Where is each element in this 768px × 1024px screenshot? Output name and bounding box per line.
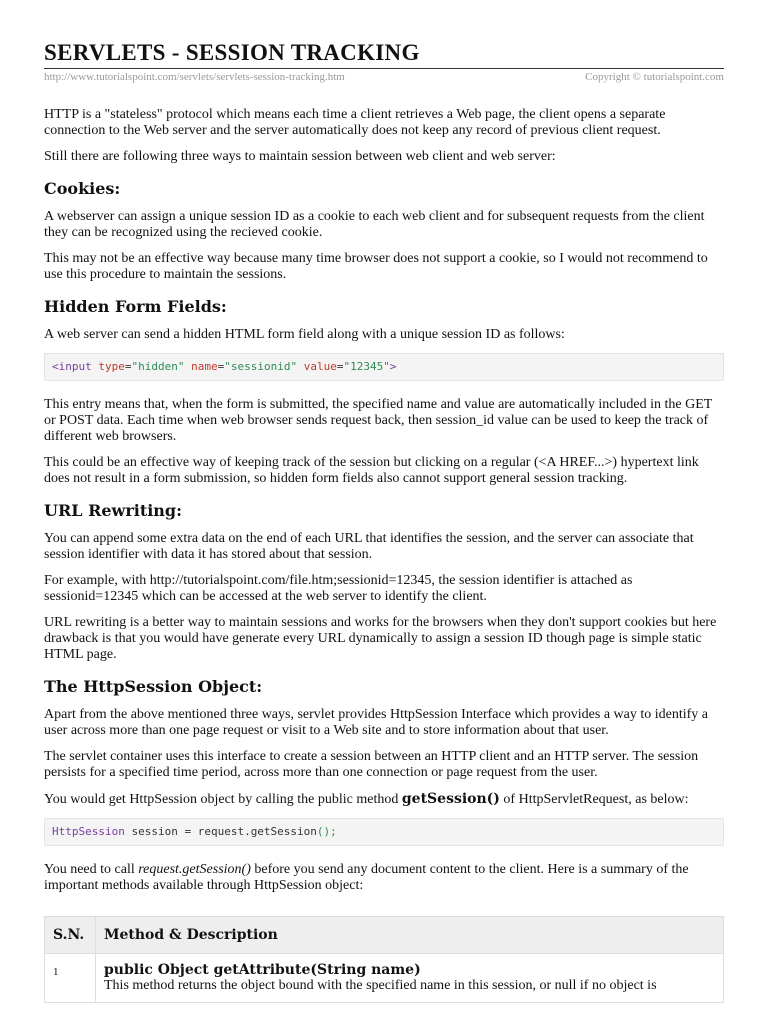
code-val-name: "sessionid" (224, 360, 298, 373)
getsession-method-name: getSession() (401, 791, 500, 807)
method-description: This method returns the object bound with the specified name in this session, or null if no object is (104, 978, 657, 993)
httpsession-paragraph-1: Apart from the above mentioned three ways, servlet provides HttpSession Interface which provides a way to identify a user across more than one page request or visit to a Web site and to store information about that user. (44, 707, 709, 738)
httpsession-heading: The HttpSession Object: (44, 677, 263, 696)
table-header-row (45, 917, 724, 954)
p3-text-before: You would get HttpSession object by calling the public method (44, 792, 402, 807)
request-getsession-italic: request.getSession() (138, 862, 251, 877)
cookies-paragraph-1: A webserver can assign a unique session ID as a cookie to each web client and for subsequent requests from the client they can be recognized using the recieved cookie. (44, 209, 705, 240)
copyright-notice: Copyright © tutorialspoint.com (585, 71, 724, 83)
code-tag-open: <input (52, 360, 92, 373)
code-attr-value: value (303, 360, 337, 373)
row-method-cell (96, 954, 724, 1003)
code-type-httpsession: HttpSession (52, 825, 125, 838)
code-val-type: "hidden" (131, 360, 185, 373)
url-rewriting-paragraph-1: You can append some extra data on the end of each URL that identifies the session, and the server can associate that session identifier with data it has stored about that session. (44, 531, 694, 562)
p3-text-after: of HttpServletRequest, as below: (499, 792, 689, 807)
httpsession-paragraph-3 (44, 791, 724, 808)
cookies-heading: Cookies: (44, 179, 121, 198)
page-title: SERVLETS - SESSION TRACKING (44, 40, 420, 65)
table-row (45, 954, 724, 1003)
hidden-fields-paragraph-2: This entry means that, when the form is submitted, the specified name and value are automatically included in the GET or POST data. Each time when web browser sends request back, then session_id value can be used to keep the track of different web browsers. (44, 397, 713, 444)
code-statement-tail: (); (316, 825, 337, 838)
getsession-code-block (44, 818, 724, 846)
cookies-paragraph-2: This may not be an effective way because many time browser does not support a cookie, so I would not recommend to use this procedure to maintain the sessions. (44, 251, 708, 282)
source-url[interactable]: http://www.tutorialspoint.com/servlets/servlets-session-tracking.htm (44, 71, 345, 83)
hidden-fields-heading: Hidden Form Fields: (44, 297, 227, 316)
httpsession-paragraph-4 (44, 862, 724, 894)
row-sn: 1 (45, 954, 96, 1003)
url-rewriting-paragraph-2: For example, with http://tutorialspoint.com/file.htm;sessionid=12345, the session identifier is attached as sessionid=12345 which can be accessed at the web server to identify the client. (44, 573, 633, 604)
page-meta (44, 68, 724, 83)
code-tag-close: > (389, 360, 397, 373)
hidden-input-code-block: <input type="hidden" name="sessionid" value="12345"> (44, 353, 724, 381)
column-header-method: Method & Description (96, 917, 724, 954)
url-rewriting-heading: URL Rewriting: (44, 501, 183, 520)
intro-paragraph-1: HTTP is a "stateless" protocol which means each time a client retrieves a Web page, the client opens a separate connection to the Web server and the server automatically does not keep any record of previous client request. (44, 107, 666, 138)
intro-paragraph-2: Still there are following three ways to maintain session between web client and web server: (44, 149, 556, 164)
methods-table (44, 916, 724, 1003)
url-rewriting-paragraph-3: URL rewriting is a better way to maintain sessions and works for the browsers when they don't support cookies but here drawback is that you would have generate every URL dynamically to assign a session ID though page is simple static HTML page. (44, 615, 717, 662)
code-statement: session = request.getSession (124, 825, 317, 838)
hidden-fields-paragraph-3: This could be an effective way of keeping track of the session but clicking on a regular (<A HREF...>) hypertext link does not result in a form submission, so hidden form fields also cannot support general session tracking. (44, 455, 699, 486)
p4-text-before: You need to call (44, 862, 139, 877)
hidden-fields-paragraph-1: A web server can send a hidden HTML form field along with a unique session ID as follows: (44, 327, 565, 342)
code-attr-name: name (191, 360, 218, 373)
method-signature: public Object getAttribute(String name) (104, 962, 421, 978)
p4-text-after: before you send any document content to the client. Here is a summary of the important methods available through HttpSession object: (44, 862, 689, 893)
code-val-value: "12345" (343, 360, 390, 373)
column-header-sn: S.N. (45, 917, 96, 954)
code-attr-type: type (98, 360, 125, 373)
httpsession-paragraph-2: The servlet container uses this interface to create a session between an HTTP client and an HTTP server. The session persists for a specified time period, across more than one connection or page request from the user. (44, 749, 699, 780)
